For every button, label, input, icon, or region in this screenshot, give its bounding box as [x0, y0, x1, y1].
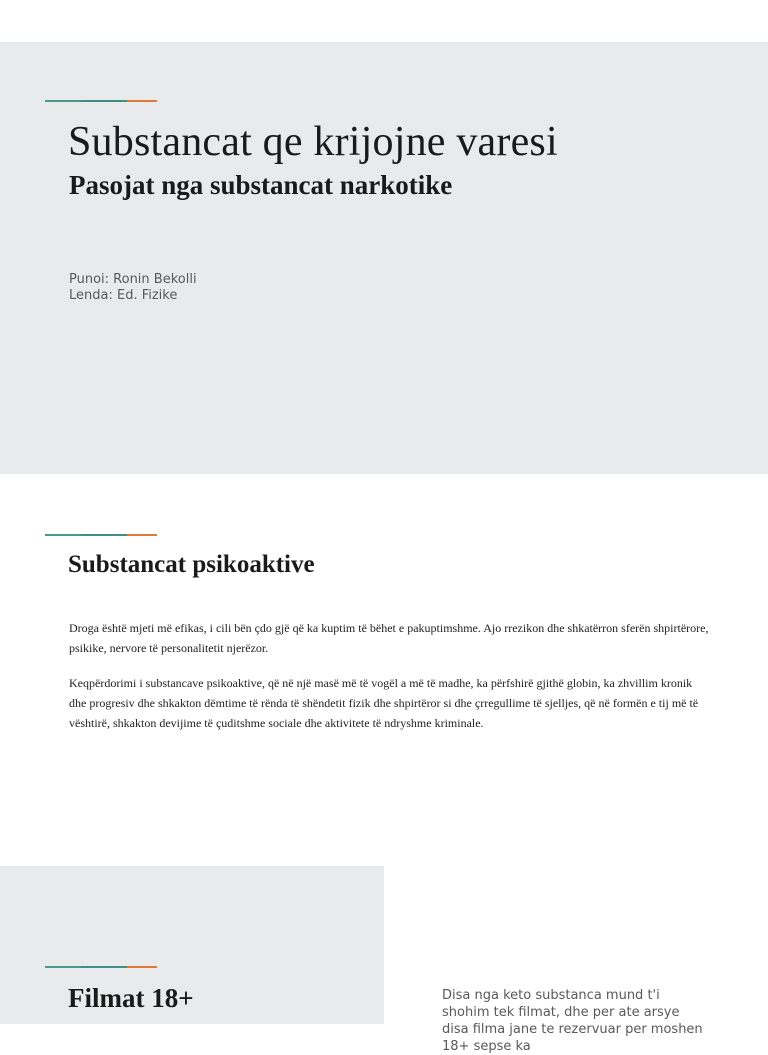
section-accent-line: [45, 966, 157, 968]
body-paragraph: Droga është mjeti më efikas, i cili bën çdo gjë që ka kuptim të bëhet e pakuptimshme. Ajo rrezikon dhe shkatërron sferën shpirtërore, psikike, nervore të personalitetit njerëzor.: [69, 621, 709, 655]
section-heading: Filmat 18+: [68, 983, 194, 1013]
title-accent-line: [45, 100, 157, 102]
section-body: Disa nga keto substanca mund t'i shohim tek filmat, dhe per ate arsye disa filma jane te rezervuar per moshen 18+ sepse ka: [442, 988, 703, 1054]
body-paragraph: Keqpërdorimi i substancave psikoaktive, që në një masë më të vogël a më të madhe, ka përfshirë gjithë globin, ka zhvillim kronik dhe progresiv dhe shkakton dëmtime të rënda të shëndetit fizik dhe shpirtëror si dhe çrregullime të sjelljes, që në formën e tij më të vështirë, shkakton devijime të çuditshme sociale dhe aktivitete të ndryshme kriminale.: [69, 676, 699, 730]
author-info: [69, 272, 197, 304]
subject-line: Lenda: Ed. Fizike: [69, 288, 178, 303]
section-heading: Substancat psikoaktive: [68, 551, 315, 578]
author-line: Punoi: Ronin Bekolli: [69, 272, 197, 287]
section-body: [69, 618, 709, 748]
slide-title: Substancat qe krijojne varesi: [68, 119, 558, 165]
slide-subtitle: Pasojat nga substancat narkotike: [69, 170, 453, 200]
title-slide-panel: [0, 42, 768, 474]
section-accent-line: [45, 534, 157, 536]
